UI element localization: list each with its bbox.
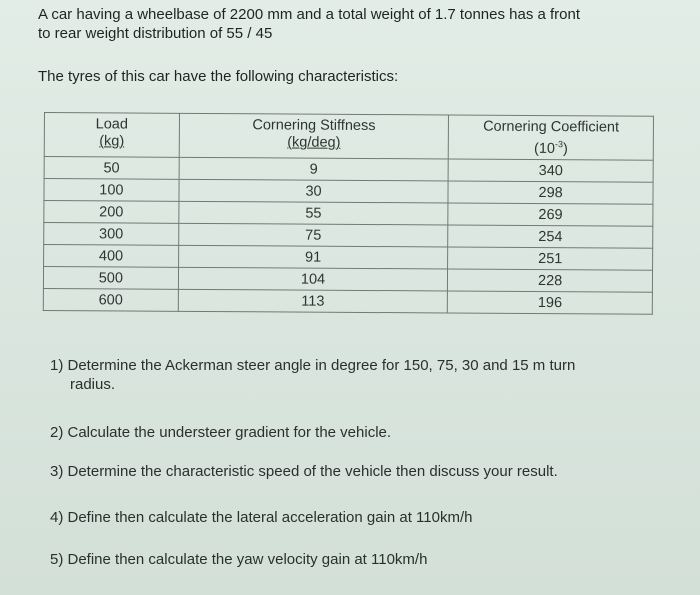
cell-coefficient: 196: [448, 291, 653, 314]
cell-load: 300: [44, 223, 179, 246]
cell-stiffness: 91: [178, 245, 448, 269]
cell-stiffness: 30: [179, 179, 449, 203]
question-item: 3) Determine the characteristic speed of the vehicle then discuss your result.: [50, 463, 558, 480]
cell-coefficient: 251: [448, 247, 653, 270]
cell-load: 600: [43, 288, 178, 311]
problem-intro: [38, 5, 678, 43]
cell-coefficient: 269: [448, 203, 653, 226]
cell-load: 200: [44, 201, 179, 224]
table-row: [43, 288, 652, 314]
question-item: 1) Determine the Ackerman steer angle in degree for 150, 75, 30 and 15 m turn radius.: [50, 357, 576, 393]
cell-load: 400: [44, 245, 179, 268]
question-item: 2) Calculate the understeer gradient for the vehicle.: [50, 424, 392, 441]
cell-load: 100: [44, 179, 179, 202]
cell-stiffness: 113: [178, 289, 448, 313]
cell-stiffness: 75: [178, 223, 448, 247]
cell-coefficient: 228: [448, 269, 653, 292]
header-cornering-stiffness: Cornering Stiffness (kg/deg): [179, 113, 449, 159]
intro-line-2: to rear weight distribution of 55 / 45: [38, 25, 273, 42]
cell-stiffness: 104: [178, 267, 448, 291]
intro-line-1: A car having a wheelbase of 2200 mm and a total weight of 1.7 tonnes has a front: [38, 6, 581, 23]
question-item: 5) Define then calculate the yaw velocity gain at 110km/h: [50, 551, 428, 568]
cell-stiffness: 9: [179, 157, 449, 181]
header-cornering-coefficient: Cornering Coefficient $(10^{-3})$: [449, 115, 654, 160]
header-load: Load (kg): [44, 113, 179, 158]
cell-coefficient: 254: [448, 225, 653, 248]
characteristics-heading: The tyres of this car have the following characteristics:: [38, 68, 399, 85]
cell-load: 500: [43, 267, 178, 290]
table-header-row: [44, 113, 653, 161]
cell-coefficient: 340: [448, 159, 653, 182]
cell-load: 50: [44, 157, 179, 180]
cell-coefficient: 298: [448, 181, 653, 204]
cell-stiffness: 55: [179, 201, 449, 225]
question-item: 4) Define then calculate the lateral acceleration gain at 110km/h: [50, 509, 473, 526]
tyre-characteristics-table: [43, 112, 654, 315]
